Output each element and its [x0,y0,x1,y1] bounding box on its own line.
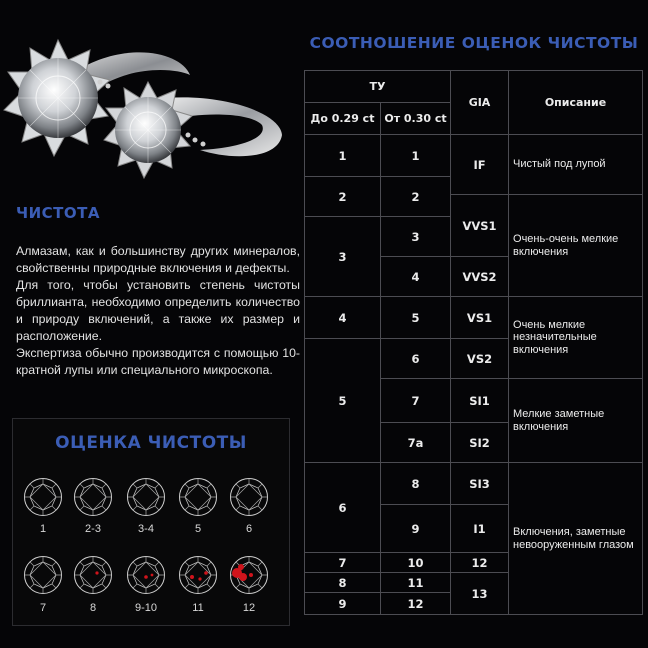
cell-upto: 9 [305,593,381,615]
grade-label: 5 [194,523,202,535]
cell-from: 12 [381,593,451,615]
cell-upto: 4 [305,297,381,339]
grade-label: 2-3 [85,523,101,535]
cell-from: 10 [381,553,451,573]
diamond-diagram-icon [73,555,113,595]
cell-gia: I1 [451,505,509,553]
cell-description: Очень-очень мелкие включения [509,195,643,297]
cell-upto: 5 [305,339,381,463]
cell-upto: 8 [305,573,381,593]
grade-label: 9-10 [134,602,158,614]
cell-gia: SI3 [451,463,509,505]
cell-gia: 12 [451,553,509,573]
diamond-diagram-icon [23,477,63,517]
diamond-diagram-icon [229,555,269,595]
cell-upto: 2 [305,177,381,217]
diamond-diagram-icon [23,555,63,595]
diamond-rings-photo [0,20,300,190]
cell-from: 4 [381,257,451,297]
diamond-diagram-icon [178,555,218,595]
cell-gia: VVS2 [451,257,509,297]
cell-from: 9 [381,505,451,553]
diamond-diagram-icon [126,477,166,517]
grade-label: 11 [192,602,204,614]
cell-upto: 3 [305,217,381,297]
grading-title: ОЦЕНКА ЧИСТОТЫ [55,433,247,453]
diamond-diagram-icon [178,477,218,517]
header-tu: ТУ [305,71,451,103]
cell-gia: SI2 [451,423,509,463]
cell-from: 2 [381,177,451,217]
grade-label: 3-4 [138,523,154,535]
grade-label: 6 [245,523,253,535]
grade-label: 7 [39,602,47,614]
cell-description: Мелкие заметные включения [509,379,643,463]
cell-upto: 6 [305,463,381,553]
cell-from: 8 [381,463,451,505]
cell-from: 6 [381,339,451,379]
paragraph: Экспертиза обычно производится с помощью 10-кратной лупы или специального микроскопа. [16,346,300,377]
cell-from: 1 [381,135,451,177]
cell-upto: 1 [305,135,381,177]
table-title: СООТНОШЕНИЕ ОЦЕНОК ЧИСТОТЫ [309,34,639,52]
cell-gia: VVS1 [451,195,509,257]
cell-gia: VS2 [451,339,509,379]
grade-label: 8 [89,602,97,614]
cell-description: Включения, заметные невооруженным глазом [509,463,643,615]
cell-from: 7 [381,379,451,423]
cell-upto: 7 [305,553,381,573]
header-up-to-029: До 0.29 ct [305,103,381,135]
grade-label: 1 [39,523,47,535]
cell-gia: IF [451,135,509,195]
paragraph: Алмазам, как и большинству других минералов, свойственны природные включения и дефекты. [16,244,300,275]
cell-gia: 13 [451,573,509,615]
grade-label: 12 [242,602,256,614]
cell-from: 5 [381,297,451,339]
clarity-correspondence-table [304,70,643,615]
diamond-diagram-icon [73,477,113,517]
header-description: Описание [509,71,643,135]
cell-description: Чистый под лупой [509,135,643,195]
clarity-grading-panel [12,418,290,626]
header-from-030: От 0.30 ct [381,103,451,135]
diamond-diagram-icon [229,477,269,517]
cell-from: 11 [381,573,451,593]
cell-from: 3 [381,217,451,257]
cell-gia: VS1 [451,297,509,339]
cell-from: 7а [381,423,451,463]
header-gia: GIA [451,71,509,135]
cell-gia: SI1 [451,379,509,423]
cell-description: Очень мелкие незначительные включения [509,297,643,379]
section-title-clarity: ЧИСТОТА [16,204,101,222]
paragraph: Для того, чтобы установить степень чистоты бриллианта, необходимо определить количество и природу включений, а также их размер и расположение. [16,278,300,343]
diamond-diagram-icon [126,555,166,595]
clarity-description [16,243,300,379]
